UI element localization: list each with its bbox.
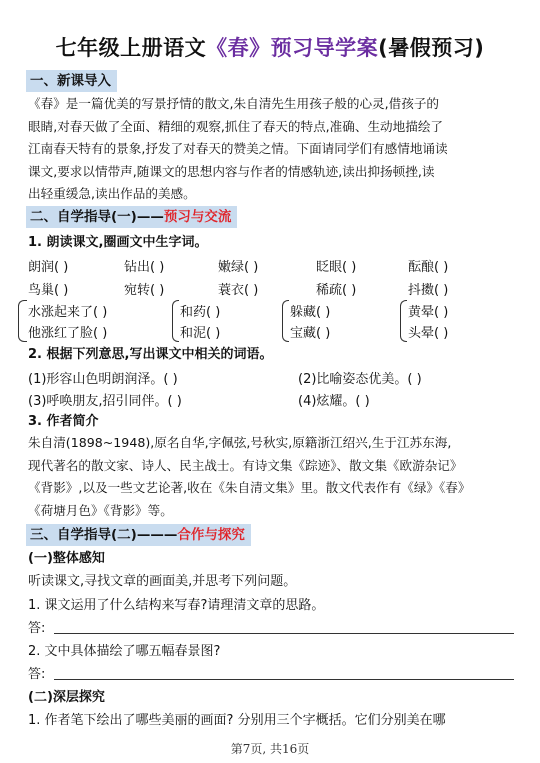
answer-label: 答: [28,667,46,682]
intro-line: 出轻重缓急,读出作品的美感。 [28,186,196,201]
section-header-self-study-1 [26,206,237,228]
section-highlight: 预习与交流 [163,209,232,225]
question-pictures: 1. 作者笔下绘出了哪些美丽的画面? 分别用三个字概括。它们分别美在哪 [28,713,446,728]
answer-label: 答: [28,621,46,636]
intro-line: 江南春天特有的景象,抒发了对春天的赞美之情。下面请同学们有感情地诵读 [28,141,448,156]
title-suffix: (暑假预习) [378,36,485,60]
polyphone-item: 水涨起来了( ) [28,305,108,320]
page-title [0,32,540,62]
vocab-item: 宛转( ) [124,283,165,298]
author-bio [28,432,514,522]
intro-line: 眼睛,对春天做了全面、精细的观察,抓住了春天的特点,准确、生动地描绘了 [28,118,444,134]
q3-heading: 3. 作者简介 [28,414,99,429]
bio-line: 《背影》,以及一些文艺论著,收在《朱自清文集》里。散文代表作有《绿》《春》 [28,480,471,495]
vocab-row [28,256,518,278]
vocab-item: 嫩绿( ) [218,260,259,275]
polyphone-row [28,301,518,323]
vocab-item: 抖擞( ) [408,283,449,298]
question-scenes: 2. 文中具体描绘了哪五幅春景图? [28,644,221,659]
answer-line[interactable] [54,633,514,634]
polyphone-item: 黄晕( ) [408,305,449,320]
vocab-item: 蓑衣( ) [218,283,259,298]
brace-mark [18,300,27,342]
polyphone-item: 和泥( ) [180,326,221,341]
intro-paragraph [28,93,514,206]
section-header-self-study-2 [26,524,251,546]
polyphone-item: 宝藏( ) [290,326,331,341]
answer-line[interactable] [54,679,514,680]
vocab-row [28,279,518,301]
section-highlight: 合作与探究 [177,527,245,543]
page-number: 第7页, 共16页 [230,742,310,756]
polyphone-item: 头晕( ) [408,326,449,341]
definition-item: (2)比喻姿态优美。( ) [298,372,422,387]
polyphone-item: 他涨红了脸( ) [28,326,108,341]
vocab-item: 稀疏( ) [316,283,357,298]
bio-line: 现代著名的散文家、诗人、民主战士。有诗文集《踪迹》、散文集《欧游杂记》 [28,457,463,473]
section-label: 三、自学指导(二)——— [30,527,178,543]
definition-row [28,368,518,390]
instruction-text: 听读课文,寻找文章的画面美,并思考下列问题。 [28,574,297,589]
title-lesson: 《春》预习导学案 [206,36,379,60]
vocab-item: 眨眼( ) [316,260,357,275]
bio-line: 朱自清(1898~1948),原名自华,字佩弦,号秋实,原籍浙江绍兴,生于江苏东海, [28,435,452,450]
section-label: 二、自学指导(一)—— [30,209,164,225]
q2-heading: 2. 根据下列意思,写出课文中相关的词语。 [28,347,273,362]
intro-line: 《春》是一篇优美的写景抒情的散文,朱自清先生用孩子般的心灵,借孩子的 [28,96,440,111]
polyphone-item: 和药( ) [180,305,221,320]
intro-line: 课文,要求以情带声,随课文的思想内容与作者的情感轨迹,读出抑扬顿挫,读 [28,163,435,179]
definition-item: (1)形容山色明朗润泽。( ) [28,372,178,387]
definition-item: (4)炫耀。( ) [298,394,370,409]
subheading-deep: (二)深层探究 [28,690,105,705]
vocab-item: 酝酿( ) [408,260,449,275]
definition-row [28,390,518,412]
bio-line: 《荷塘月色》《背影》等。 [28,502,173,518]
polyphone-item: 躲藏( ) [290,305,331,320]
title-grade: 七年级上册语文 [55,36,207,60]
vocab-item: 鸟巢( ) [28,283,69,298]
subheading-overall: (一)整体感知 [28,551,105,566]
polyphone-row [28,322,518,344]
vocab-item: 朗润( ) [28,260,69,275]
q1-heading: 1. 朗读课文,圈画文中生字词。 [28,235,208,250]
vocab-item: 钻出( ) [124,260,165,275]
section-header-intro [26,70,117,92]
question-structure: 1. 课文运用了什么结构来写春?请理清文章的思路。 [28,598,325,613]
section-label: 一、新课导入 [30,73,111,89]
definition-item: (3)呼唤朋友,招引同伴。( ) [28,394,182,409]
